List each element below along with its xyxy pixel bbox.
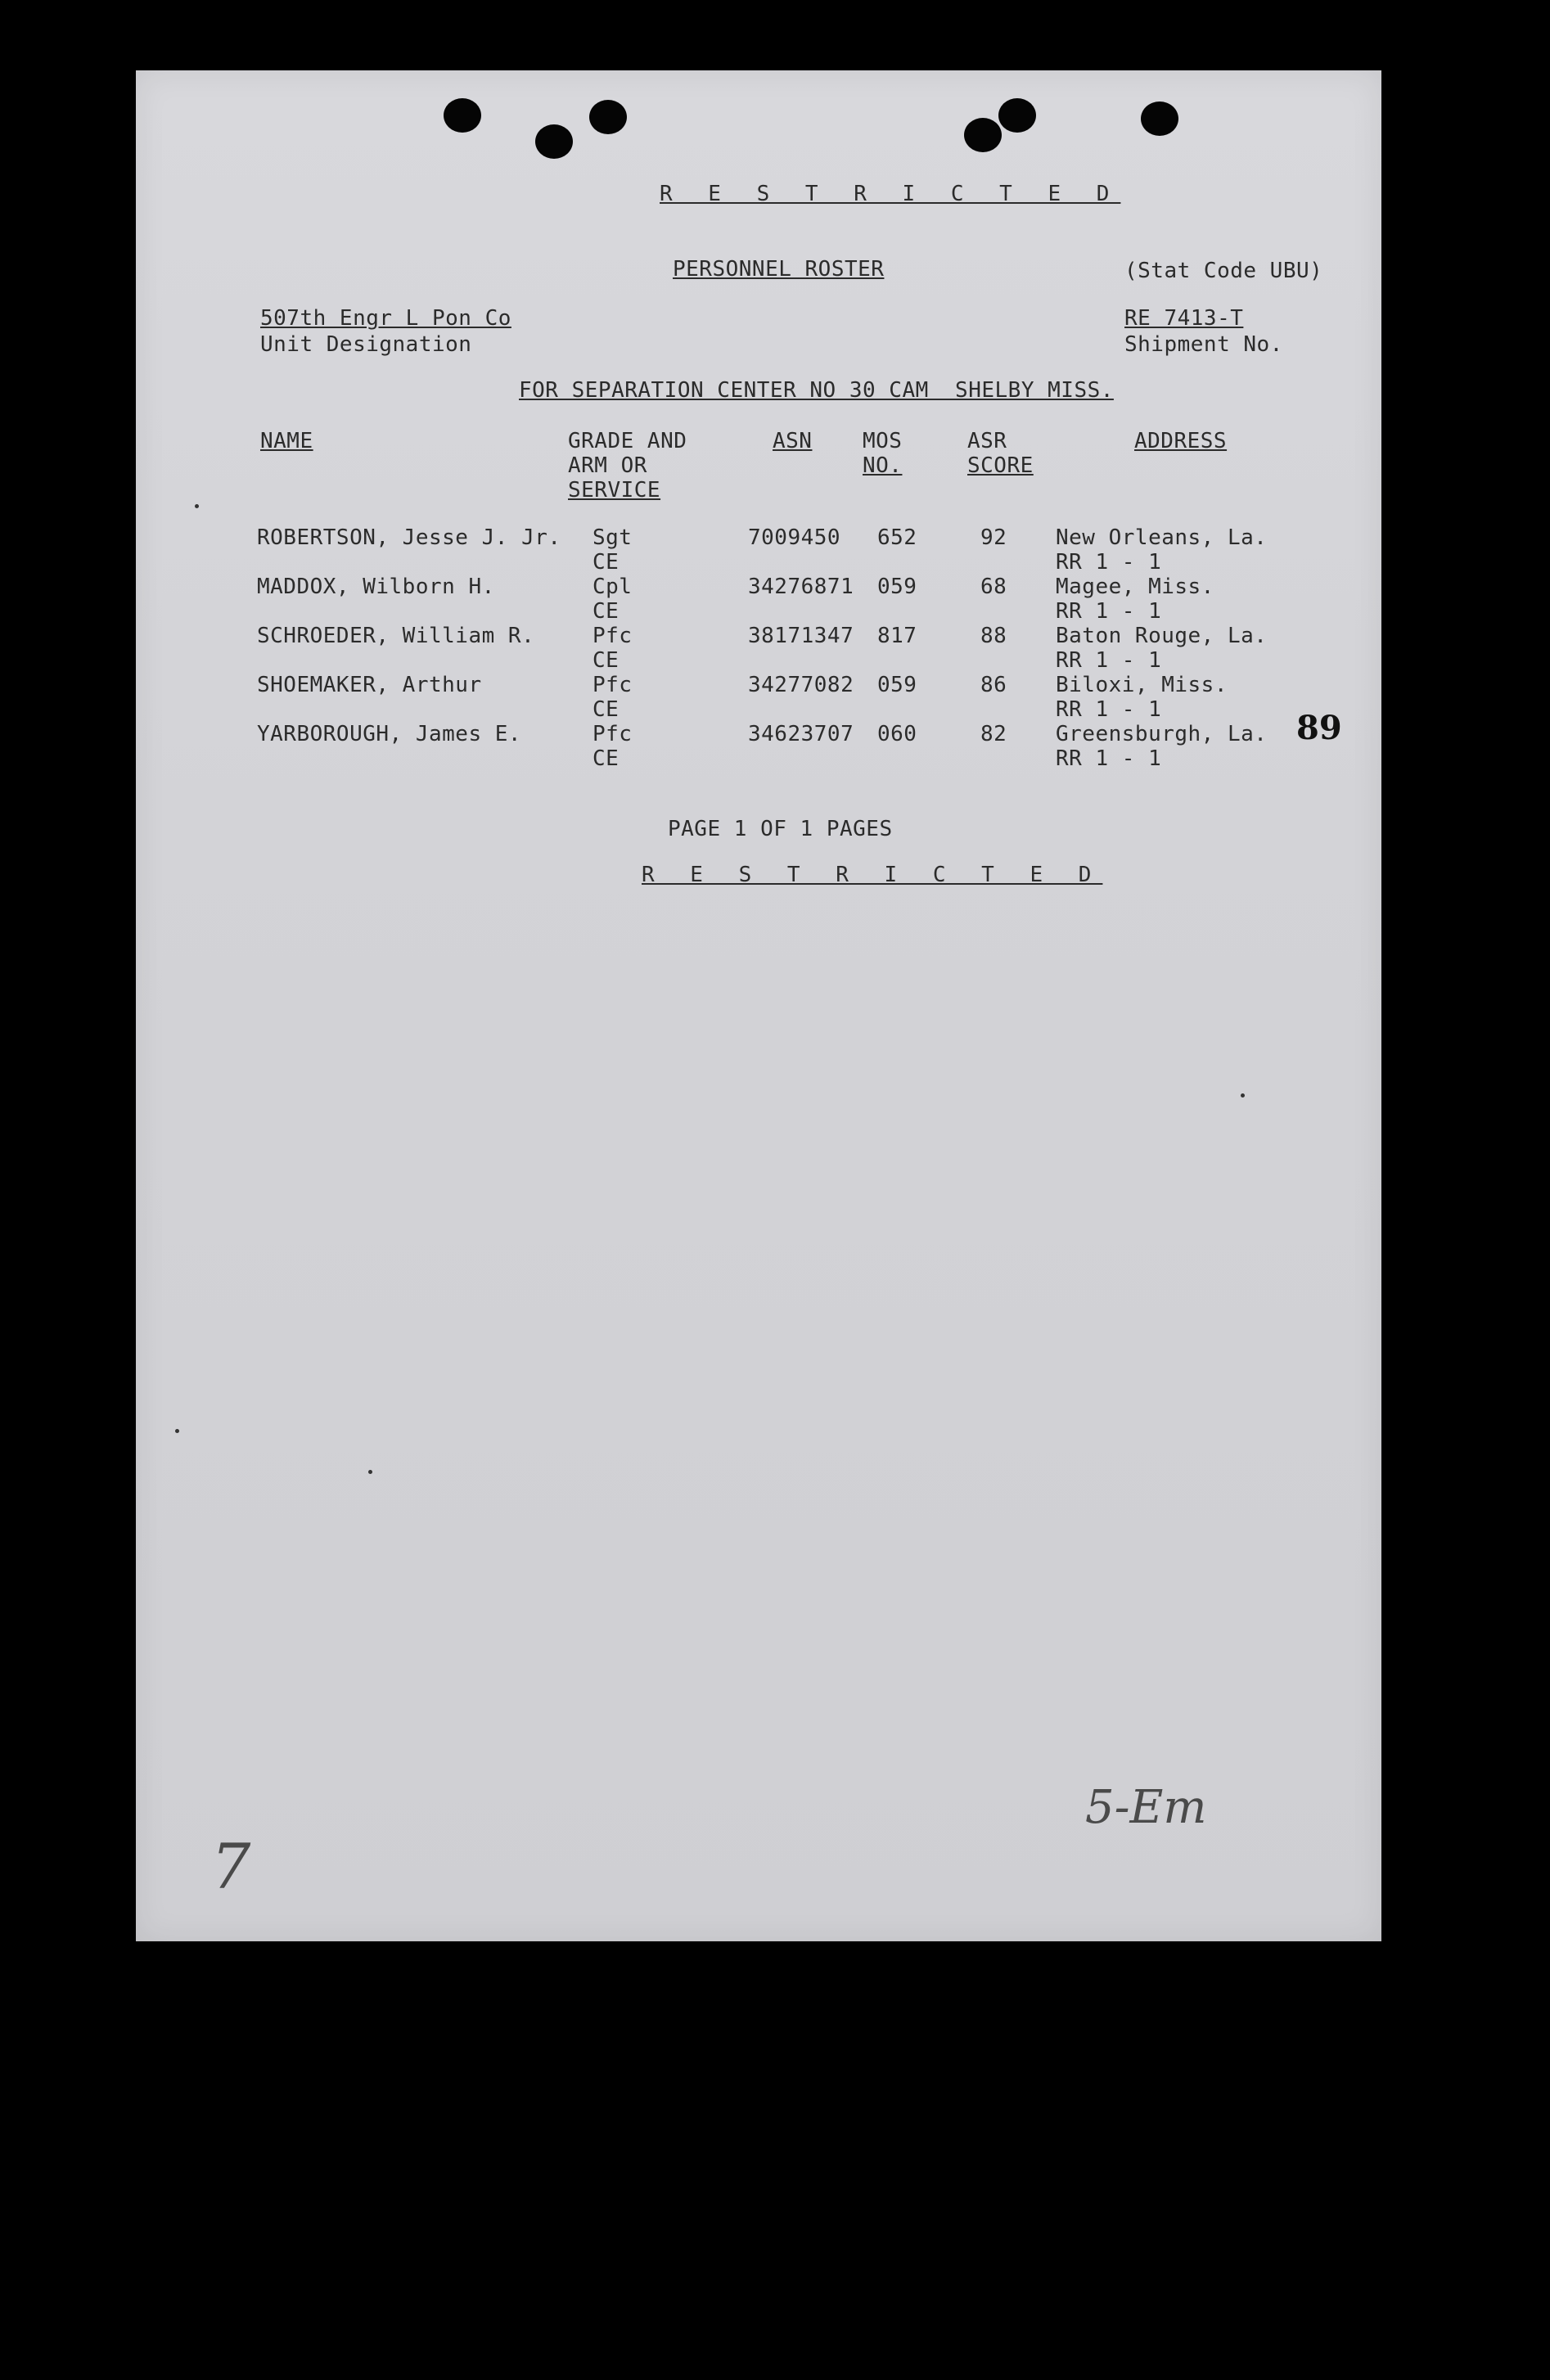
roster-grade: Pfc: [593, 624, 633, 648]
roster-address: Biloxi, Miss.: [1056, 673, 1228, 697]
punch-hole: [1141, 101, 1178, 136]
roster-score: 82: [980, 722, 1007, 746]
punch-hole: [535, 124, 573, 159]
roster-arm: CE: [593, 599, 620, 624]
column-header-asn: ASN: [773, 429, 813, 453]
handwritten-mark: 7: [211, 1830, 251, 1903]
roster-asn: 38171347: [748, 624, 854, 648]
roster-mos: 060: [877, 722, 917, 746]
column-header-asr-1: ASR: [967, 429, 1007, 453]
unit-designation-label: Unit Designation: [260, 332, 472, 357]
roster-arm: CE: [593, 550, 620, 575]
roster-address: New Orleans, La.: [1056, 525, 1268, 550]
column-header-mos-2: NO.: [863, 453, 903, 478]
punch-hole: [589, 100, 627, 134]
page-info: PAGE 1 OF 1 PAGES: [668, 817, 893, 841]
roster-score: 86: [980, 673, 1007, 697]
punch-hole: [998, 98, 1036, 133]
roster-asn: 7009450: [748, 525, 841, 550]
column-header-address: ADDRESS: [1134, 429, 1228, 453]
roster-grade: Pfc: [593, 673, 633, 697]
roster-address: Baton Rouge, La.: [1056, 624, 1268, 648]
roster-mos: 059: [877, 673, 917, 697]
stat-code: (Stat Code UBU): [1124, 259, 1323, 283]
roster-arm: CE: [593, 697, 620, 722]
speck: [1241, 1093, 1245, 1098]
roster-address-rr: RR 1 - 1: [1056, 599, 1162, 624]
roster-arm: CE: [593, 746, 620, 771]
roster-grade: Pfc: [593, 722, 633, 746]
speck: [195, 504, 199, 508]
document-page: [136, 70, 1381, 1941]
roster-name: ROBERTSON, Jesse J. Jr.: [257, 525, 561, 550]
roster-asn: 34276871: [748, 575, 854, 599]
column-header-grade-1: GRADE AND: [568, 429, 687, 453]
roster-score: 92: [980, 525, 1007, 550]
roster-address-rr: RR 1 - 1: [1056, 550, 1162, 575]
roster-name: SHOEMAKER, Arthur: [257, 673, 482, 697]
roster-address: Magee, Miss.: [1056, 575, 1214, 599]
column-header-mos-1: MOS: [863, 429, 903, 453]
roster-score: 68: [980, 575, 1007, 599]
shipment-number-label: Shipment No.: [1124, 332, 1283, 357]
roster-mos: 817: [877, 624, 917, 648]
column-header-grade-2: ARM OR: [568, 453, 647, 478]
speck: [368, 1470, 372, 1474]
column-header-grade-3: SERVICE: [568, 478, 661, 503]
header-restricted: R E S T R I C T E D: [660, 182, 1121, 206]
roster-address-rr: RR 1 - 1: [1056, 648, 1162, 673]
roster-name: SCHROEDER, William R.: [257, 624, 535, 648]
footer-restricted: R E S T R I C T E D: [642, 863, 1103, 887]
roster-grade: Cpl: [593, 575, 633, 599]
separation-center: FOR SEPARATION CENTER NO 30 CAM SHELBY MISS.: [519, 378, 1114, 403]
roster-grade: Sgt: [593, 525, 633, 550]
punch-hole: [964, 118, 1002, 152]
unit-designation-value: 507th Engr L Pon Co: [260, 306, 511, 331]
roster-asn: 34277082: [748, 673, 854, 697]
speck: [175, 1429, 179, 1433]
roster-name: YARBOROUGH, James E.: [257, 722, 522, 746]
roster-asn: 34623707: [748, 722, 854, 746]
column-header-asr-2: SCORE: [967, 453, 1034, 478]
roster-score: 88: [980, 624, 1007, 648]
stamped-number: 89: [1296, 709, 1342, 747]
shipment-number-value: RE 7413-T: [1124, 306, 1244, 331]
roster-mos: 652: [877, 525, 917, 550]
roster-address-rr: RR 1 - 1: [1056, 746, 1162, 771]
roster-arm: CE: [593, 648, 620, 673]
roster-address: Greensburgh, La.: [1056, 722, 1268, 746]
handwritten-note: 5-Em: [1085, 1781, 1207, 1834]
column-header-name: NAME: [260, 429, 313, 453]
document-title: PERSONNEL ROSTER: [673, 257, 885, 282]
roster-mos: 059: [877, 575, 917, 599]
roster-address-rr: RR 1 - 1: [1056, 697, 1162, 722]
roster-name: MADDOX, Wilborn H.: [257, 575, 495, 599]
punch-hole: [444, 98, 481, 133]
